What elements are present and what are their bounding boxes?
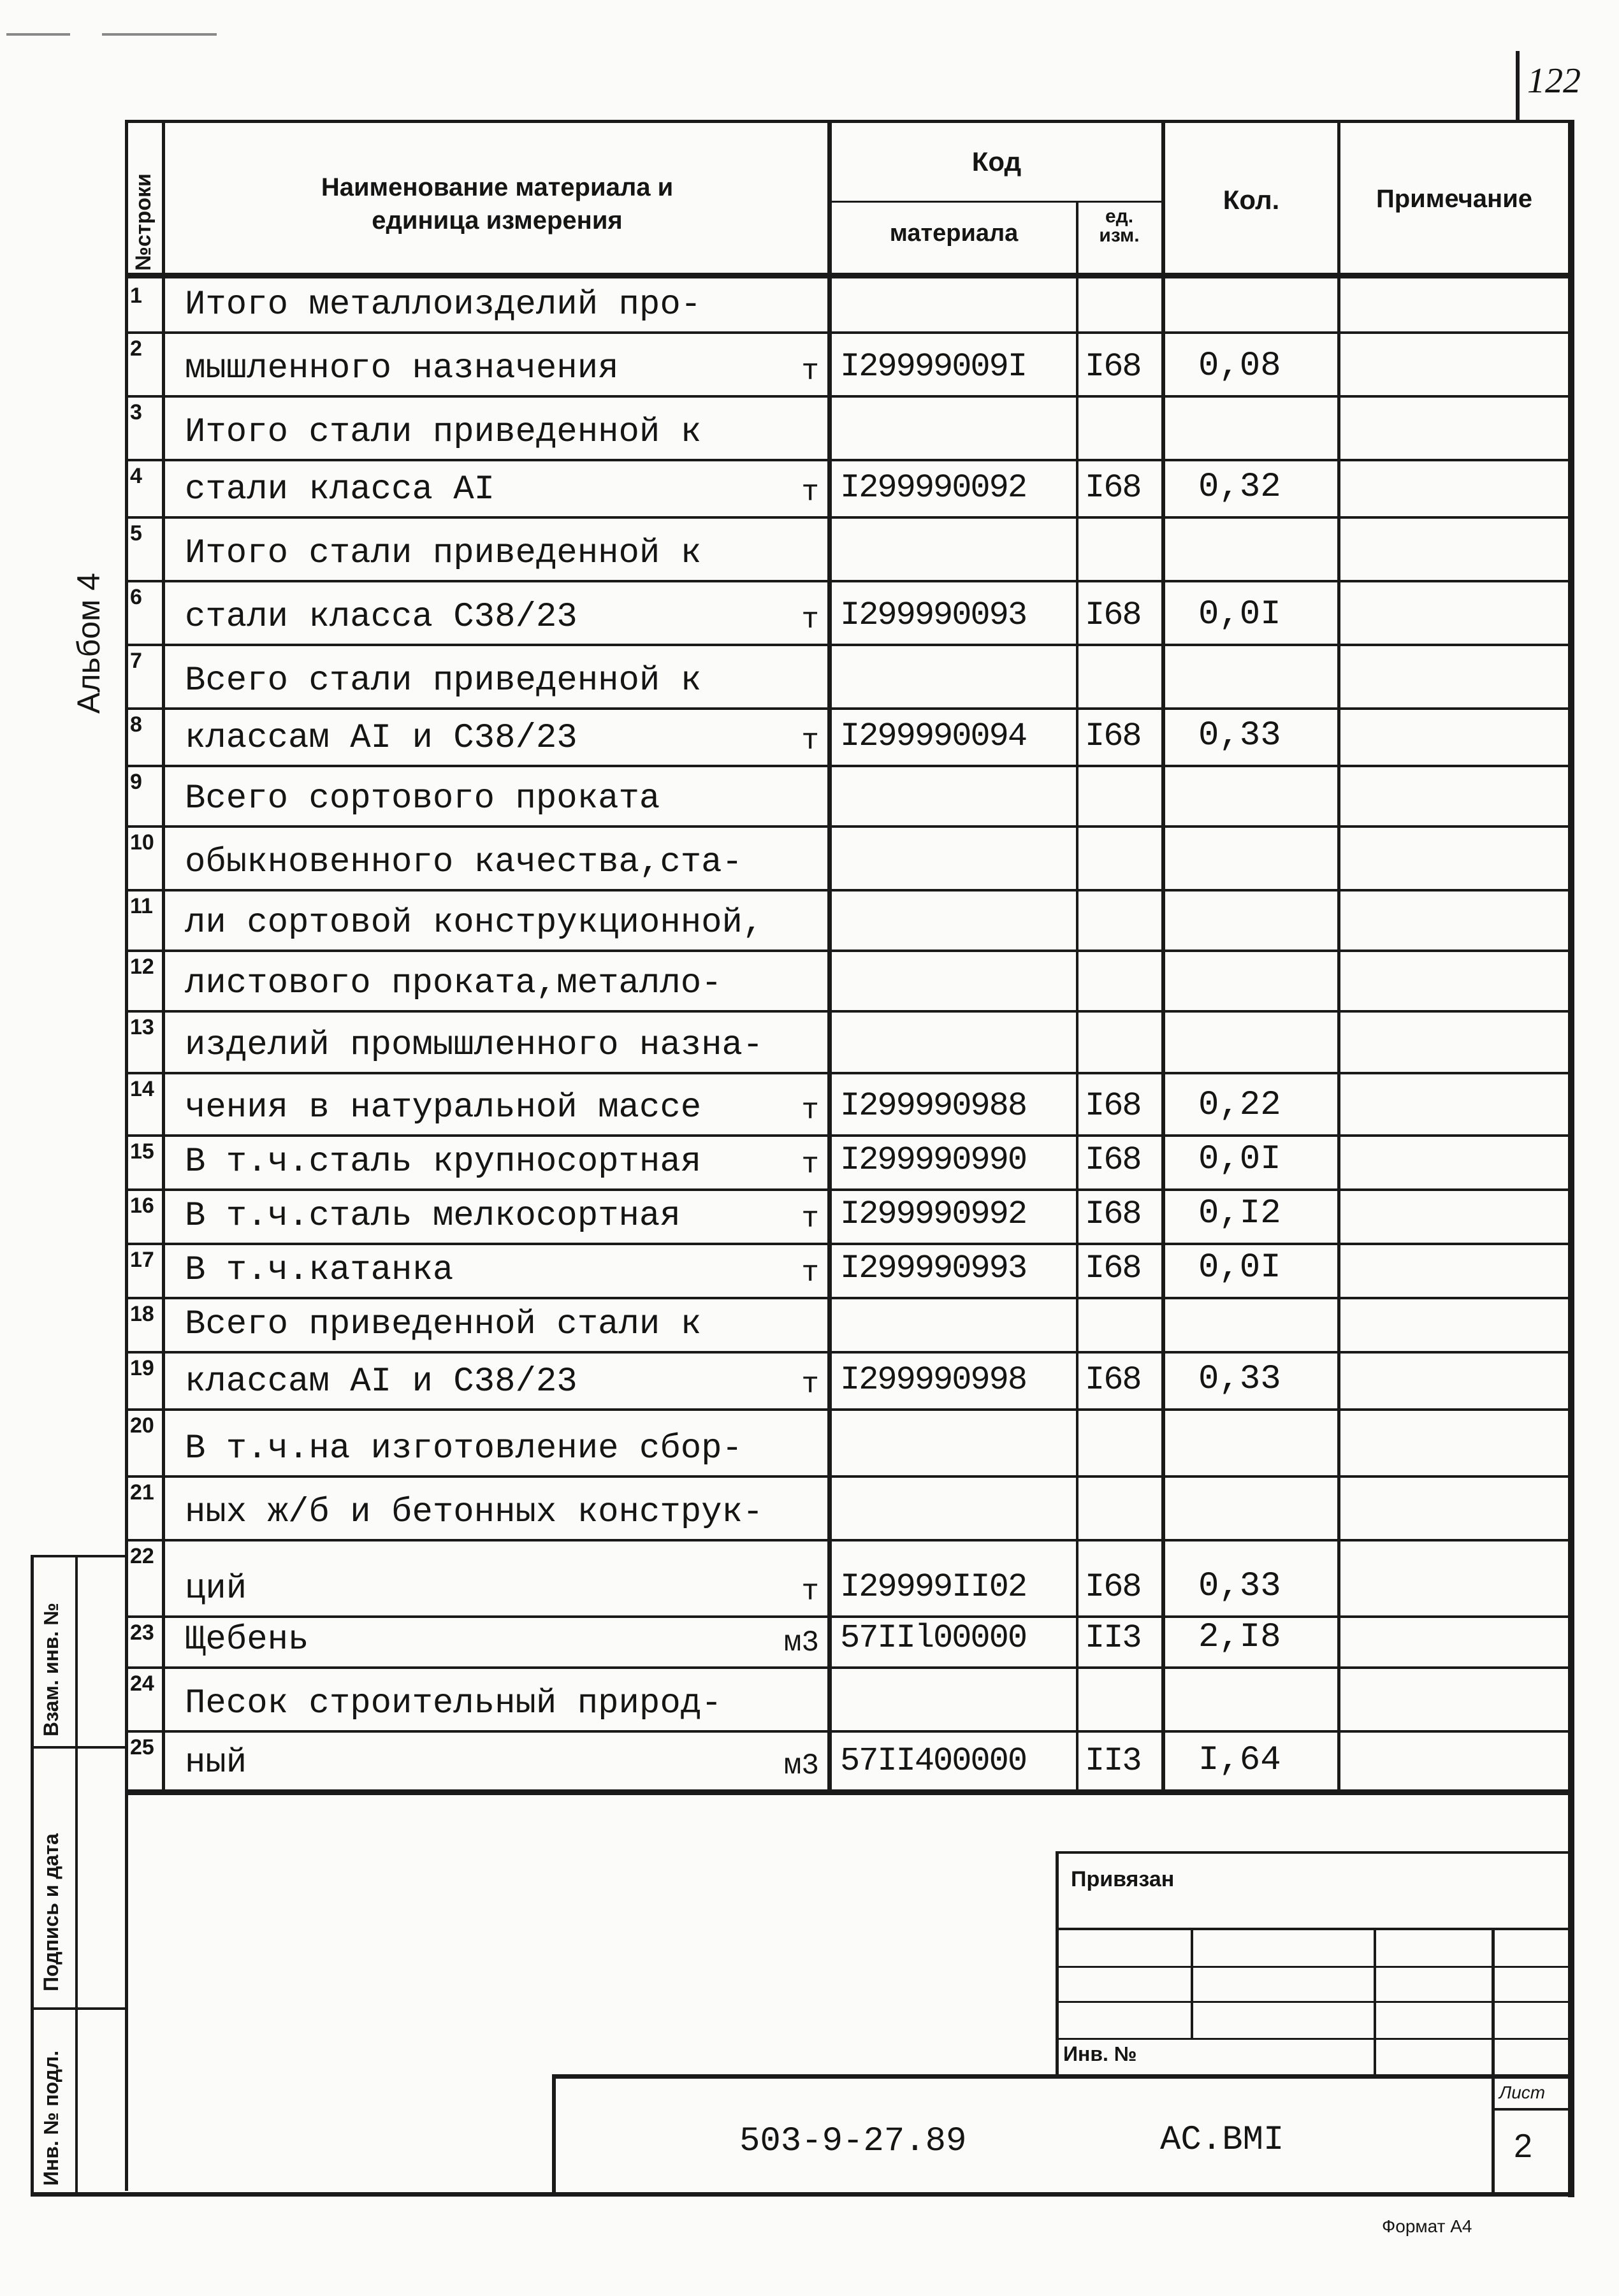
unit-code: I68 <box>1085 1087 1141 1125</box>
frame-bottom-border <box>31 2192 1574 2197</box>
measure-unit: т <box>801 1257 819 1290</box>
code-header: Код <box>971 147 1022 177</box>
material-name: Песок строительный природ- <box>185 1684 722 1723</box>
unit-code: I68 <box>1085 348 1141 386</box>
table-row <box>0 1408 1619 1475</box>
table-row <box>0 1539 1619 1615</box>
table-row <box>0 1351 1619 1408</box>
material-name: Всего стали приведенной к <box>185 661 702 700</box>
row-number: 3 <box>130 400 142 424</box>
measure-unit: т <box>801 1148 819 1181</box>
sheet-label-line <box>1492 2108 1574 2111</box>
row-number: 10 <box>130 830 154 855</box>
stamp-line <box>1058 1928 1574 1930</box>
side-stamp-line <box>31 2007 127 2010</box>
material-code: I299990998 <box>840 1361 1027 1399</box>
unit-code: I68 <box>1085 1568 1141 1606</box>
quantity: 0,0I <box>1198 1140 1281 1179</box>
stamp-line <box>1191 1928 1193 2039</box>
scan-artifact <box>6 33 70 36</box>
code-subheader-line <box>827 201 1165 203</box>
table-row <box>0 1730 1619 1789</box>
table-row <box>0 1010 1619 1072</box>
table-row <box>0 1475 1619 1539</box>
measure-unit: т <box>801 603 819 637</box>
material-name: Всего приведенной стали к <box>185 1305 702 1344</box>
material-name: Итого стали приведенной к <box>185 413 702 452</box>
unit-code: I68 <box>1085 718 1141 755</box>
row-number: 22 <box>130 1544 154 1568</box>
measure-unit: т <box>801 1575 819 1608</box>
table-row <box>0 889 1619 949</box>
row-number: 6 <box>130 585 142 609</box>
material-name: В т.ч.сталь крупносортная <box>185 1143 702 1181</box>
table-row <box>0 1666 1619 1730</box>
side-stamp-border <box>31 1555 34 2195</box>
sheet-number: 2 <box>1514 2128 1532 2165</box>
stamp-line <box>1056 1851 1059 2074</box>
material-name: Щебень <box>185 1621 309 1659</box>
qty-header: Кол. <box>1223 185 1280 215</box>
measure-unit: т <box>801 725 819 758</box>
quantity: 0,22 <box>1198 1086 1281 1125</box>
quantity: 0,33 <box>1198 1360 1281 1399</box>
quantity: 0,I2 <box>1198 1194 1281 1233</box>
format-label: Формат А4 <box>1382 2216 1472 2236</box>
material-code: I299990094 <box>840 718 1027 755</box>
quantity: 2,I8 <box>1198 1618 1281 1657</box>
material-name: стали класса С38/23 <box>185 598 577 637</box>
table-row <box>0 1615 1619 1666</box>
material-code: 57IIl00000 <box>840 1619 1027 1657</box>
side-stamp-line <box>31 1555 127 1557</box>
material-code: I299990092 <box>840 469 1027 507</box>
page-number: 122 <box>1527 61 1581 101</box>
material-name: Всего сортового проката <box>185 779 660 818</box>
row-number: 1 <box>130 284 142 308</box>
stamp-line <box>1058 1966 1574 1968</box>
bound-label: Привязан <box>1071 1867 1175 1891</box>
material-code: I299990990 <box>840 1141 1027 1179</box>
material-name-header-line1: Наименование материала и <box>321 173 674 201</box>
page-number-divider <box>1516 51 1520 121</box>
row-number-header: №строки <box>131 173 156 271</box>
quantity: 0,32 <box>1198 468 1281 507</box>
code-material-header: материала <box>889 220 1019 247</box>
table-row <box>0 1188 1619 1243</box>
inv-orig-label: Инв. № подл. <box>40 2050 62 2186</box>
material-name: В т.ч.катанка <box>185 1251 454 1290</box>
material-name: обыкновенного качества,ста- <box>185 843 743 882</box>
table-row <box>0 278 1619 331</box>
row-number: 2 <box>130 336 142 361</box>
row-number: 18 <box>130 1302 154 1326</box>
unit-code: I68 <box>1085 469 1141 507</box>
row-number: 14 <box>130 1077 154 1101</box>
table-bottom-border <box>125 1789 1574 1795</box>
table-row <box>0 949 1619 1010</box>
table-row <box>0 1297 1619 1351</box>
stamp-line <box>1058 2001 1574 2003</box>
title-block-left <box>552 2074 556 2195</box>
side-stamp-line <box>31 1746 127 1749</box>
row-number: 23 <box>130 1621 154 1645</box>
measure-unit: т <box>801 1202 819 1236</box>
note-header: Примечание <box>1376 185 1533 213</box>
material-name: ций <box>185 1570 247 1608</box>
stamp-line <box>1492 1928 1495 2195</box>
row-number: 13 <box>130 1015 154 1039</box>
header-bottom-border <box>125 273 1574 278</box>
table-row <box>0 1134 1619 1188</box>
scan-artifact <box>102 33 217 36</box>
table-row <box>0 825 1619 889</box>
sheet-label: Лист <box>1499 2083 1546 2102</box>
title-block-top <box>553 2074 1574 2079</box>
row-number: 21 <box>130 1480 154 1505</box>
material-name-header-line2: единица измерения <box>372 206 623 235</box>
material-name: классам AI и С38/23 <box>185 1362 577 1401</box>
measure-unit: т <box>801 1094 819 1127</box>
quantity: 0,0I <box>1198 595 1281 634</box>
quantity: 0,08 <box>1198 347 1281 386</box>
row-number: 24 <box>130 1671 154 1696</box>
measure-unit: т <box>801 1368 819 1401</box>
material-name: изделий промышленного назна- <box>185 1026 764 1065</box>
unit-code: II3 <box>1085 1742 1141 1780</box>
stamp-line <box>1058 1851 1574 1854</box>
row-number: 16 <box>130 1194 154 1218</box>
material-name: мышленного назначения <box>185 349 619 388</box>
measure-unit: т <box>801 476 819 509</box>
row-number: 20 <box>130 1413 154 1438</box>
material-name: Итого стали приведенной к <box>185 534 702 573</box>
measure-unit: м3 <box>783 1626 819 1659</box>
table-row <box>0 644 1619 707</box>
material-name: ли сортовой конструкционной, <box>185 904 764 942</box>
table-row <box>0 395 1619 459</box>
row-number: 9 <box>130 770 142 794</box>
material-code: I299990093 <box>840 596 1027 634</box>
material-code: I299990993 <box>840 1250 1027 1287</box>
row-number: 11 <box>130 894 153 918</box>
table-top-border <box>125 120 1574 123</box>
material-name: В т.ч.сталь мелкосортная <box>185 1197 681 1236</box>
row-number: 7 <box>130 649 142 673</box>
table-row <box>0 1243 1619 1297</box>
material-code: 57II400000 <box>840 1742 1027 1780</box>
unit-code: I68 <box>1085 1250 1141 1287</box>
material-name: ных ж/б и бетонных конструк- <box>185 1493 764 1532</box>
stamp-line <box>1374 1928 1376 2074</box>
material-code: I299990992 <box>840 1195 1027 1233</box>
quantity: I,64 <box>1198 1741 1281 1780</box>
quantity: 0,0I <box>1198 1248 1281 1287</box>
table-row <box>0 516 1619 580</box>
album-note: Альбом 4 <box>71 572 106 714</box>
row-number: 8 <box>130 712 142 737</box>
table-row <box>0 707 1619 765</box>
material-name: листового проката,металло- <box>185 964 722 1003</box>
unit-code: I68 <box>1085 1195 1141 1233</box>
row-number: 17 <box>130 1248 154 1272</box>
unit-code: I68 <box>1085 1141 1141 1179</box>
table-row <box>0 331 1619 395</box>
row-number: 19 <box>130 1356 154 1380</box>
stamp-line <box>1058 2038 1574 2040</box>
material-name: классам AI и С38/23 <box>185 719 577 758</box>
code-unit-header: ед. изм. <box>1099 206 1140 246</box>
material-code: I29999009I <box>840 348 1027 386</box>
material-name: чения в натуральной массе <box>185 1088 702 1127</box>
unit-code: I68 <box>1085 596 1141 634</box>
sign-date-label: Подпись и дата <box>40 1833 62 1991</box>
unit-code: I68 <box>1085 1361 1141 1399</box>
side-stamp-line <box>75 1555 78 2195</box>
material-name: стали класса AI <box>185 470 495 509</box>
table-row <box>0 1072 1619 1134</box>
material-code: I299990988 <box>840 1087 1027 1125</box>
inv-replace-label: Взам. инв. № <box>40 1603 62 1736</box>
table-row <box>0 580 1619 644</box>
row-number: 15 <box>130 1139 154 1164</box>
inv-label: Инв. № <box>1063 2042 1137 2065</box>
material-name: Итого металлоизделий про- <box>185 285 702 324</box>
table-row <box>0 765 1619 825</box>
row-number: 5 <box>130 521 142 545</box>
row-number: 12 <box>130 955 154 979</box>
document-code: 503-9-27.89 <box>739 2122 967 2161</box>
table-row <box>0 459 1619 516</box>
material-code: I29999II02 <box>840 1568 1027 1606</box>
row-number: 25 <box>130 1735 154 1759</box>
unit-code: II3 <box>1085 1619 1141 1657</box>
document-mark: АС.ВМI <box>1160 2121 1284 2160</box>
material-name: ный <box>185 1744 247 1782</box>
quantity: 0,33 <box>1198 716 1281 755</box>
row-number: 4 <box>130 464 142 488</box>
measure-unit: т <box>801 355 819 388</box>
quantity: 0,33 <box>1198 1567 1281 1606</box>
material-name-header <box>166 171 829 237</box>
measure-unit: м3 <box>783 1749 819 1782</box>
material-name: В т.ч.на изготовление сбор- <box>185 1429 743 1468</box>
